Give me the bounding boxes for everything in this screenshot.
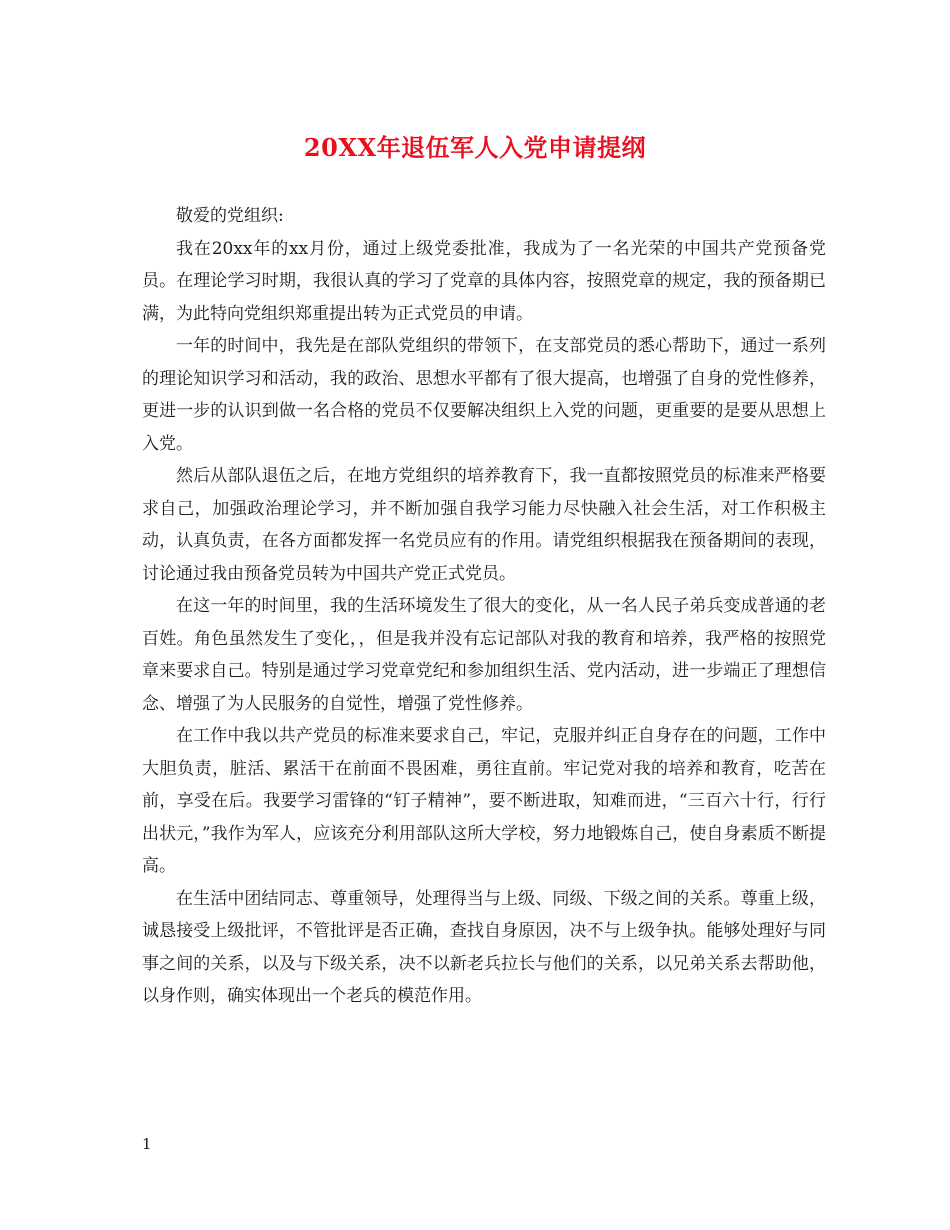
document-title: 20XX年退伍军人入党申请提纲 <box>303 133 647 162</box>
paragraph-1: 我在20xx年的xx月份，通过上级党委批准，我成为了一名光荣的中国共产党预备党员。在理论学习时期，我很认真的学习了党章的具体内容，按照党章的规定，我的预备期已满，为此特向党组织郑重提出转为正式党员的申请。 <box>142 238 826 324</box>
document-body <box>142 200 826 1013</box>
paragraph-4: 在这一年的时间里，我的生活环境发生了很大的变化，从一名人民子弟兵变成普通的老百姓。角色虽然发生了变化，，但是我并没有忘记部队对我的教育和培养，我严格的按照党章来要求自己。特别是通过学习党章党纪和参加组织生活、党内活动，进一步端正了理想信念、增强了为人民服务的自觉性，增强了党性修养。 <box>142 596 826 714</box>
page-number: 1 <box>142 1135 152 1153</box>
paragraph-5: 在工作中我以共产党员的标准来要求自己，牢记，克服并纠正自身存在的问题，工作中大胆负责，脏活、累活干在前面不畏困难，勇往直前。牢记党对我的培养和教育，吃苦在前，享受在后。我要学习雷锋的“钉子精神”，要不断进取，知难而进，“三百六十行，行行出状元，”我作为军人，应该充分利用部队这所大学校，努力地锻炼自己，使自身素质不断提高。 <box>142 726 826 876</box>
paragraph-3: 然后从部队退伍之后，在地方党组织的培养教育下，我一直都按照党员的标准来严格要求自己，加强政治理论学习，并不断加强自我学习能力尽快融入社会生活，对工作积极主动，认真负责，在各方面都发挥一名党员应有的作用。请党组织根据我在预备期间的表现，讨论通过我由预备党员转为中国共产党正式党员。 <box>142 466 826 584</box>
paragraph-2: 一年的时间中，我先是在部队党组织的带领下，在支部党员的悉心帮助下，通过一系列的理论知识学习和活动，我的政治、思想水平都有了很大提高，也增强了自身的党性修养，更进一步的认识到做一名合格的党员不仅要解决组织上入党的问题，更重要的是要从思想上入党。 <box>142 336 826 454</box>
salutation: 敬爱的党组织: <box>176 206 284 226</box>
paragraph-6: 在生活中团结同志、尊重领导，处理得当与上级、同级、下级之间的关系。尊重上级，诚恳接受上级批评，不管批评是否正确，查找自身原因，决不与上级争执。能够处理好与同事之间的关系，以及与下级关系，决不以新老兵拉长与他们的关系，以兄弟关系去帮助他，以身作则，确实体现出一个老兵的模范作用。 <box>142 888 826 1006</box>
